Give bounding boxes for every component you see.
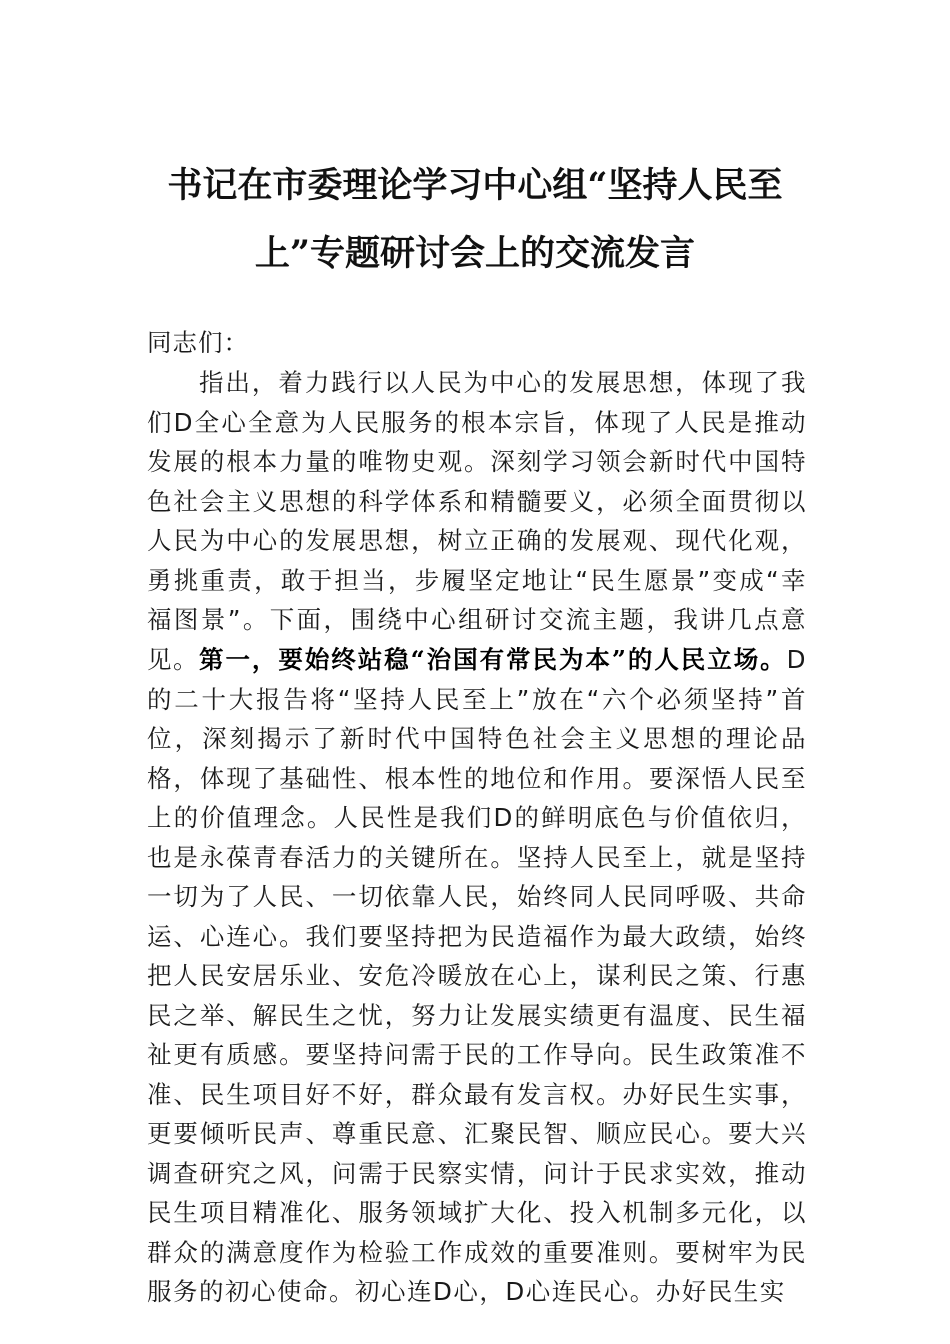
document-title-line-1: 书记在市委理论学习中心组“坚持人民至 xyxy=(167,165,783,206)
paragraph-intro: 指出，着力践行以人民为中心的发展思想，体现了我们D全心全意为人民服务的根本宗旨，体现了人民是推动发展的根本力量的唯物史观。深刻学习领会新时代中国特色社会主义思想的科学体系和精髓要义，必须全面贯彻以人民为中心的发展思想，树立正确的发展观、现代化观，勇挑重责，敢于担当，步履坚定地让“民生愿景”变成“幸福图景”。下面，围绕中心组研讨交流主题，我讲几点意见。 xyxy=(147,368,807,674)
document-title-line-2: 上”专题研讨会上的交流发言 xyxy=(254,233,696,274)
paragraph-body-text: D的二十大报告将“坚持人民至上”放在“六个必须坚持”首位，深刻揭示了新时代中国特色社会主义思想的理论品格，体现了基础性、根本性的地位和作用。要深悟人民至上的价值理念。人民性是我们D的鲜明底色与价值依归，也是永葆青春活力的关键所在。坚持人民至上，就是坚持一切为了人民、一切依靠人民，始终同人民同呼吸、共命运、心连心。我们要坚持把为民造福作为最大政绩，始终把人民安居乐业、安危冷暖放在心上，谋利民之策、行惠民之举、解民生之忧，努力让发展实绩更有温度、民生福祉更有质感。要坚持问需于民的工作导向。民生政策准不准、民生项目好不好，群众最有发言权。办好民生实事，更要倾听民声、尊重民意、汇聚民智、顺应民心。要大兴调查研究之风，问需于民察实情，问计于民求实效，推动民生项目精准化、服务领域扩大化、投入机制多元化，以群众的满意度作为检验工作成效的重要准则。要树牢为民服务的初心使命。初心连D心，D心连民心。办好民生实 xyxy=(147,645,807,1306)
paragraph-first-point xyxy=(147,640,807,1312)
salutation: 同志们： xyxy=(147,328,249,357)
paragraph-lead-heading: 第一，要始终站稳“治国有常民为本”的人民立场。 xyxy=(199,645,787,674)
